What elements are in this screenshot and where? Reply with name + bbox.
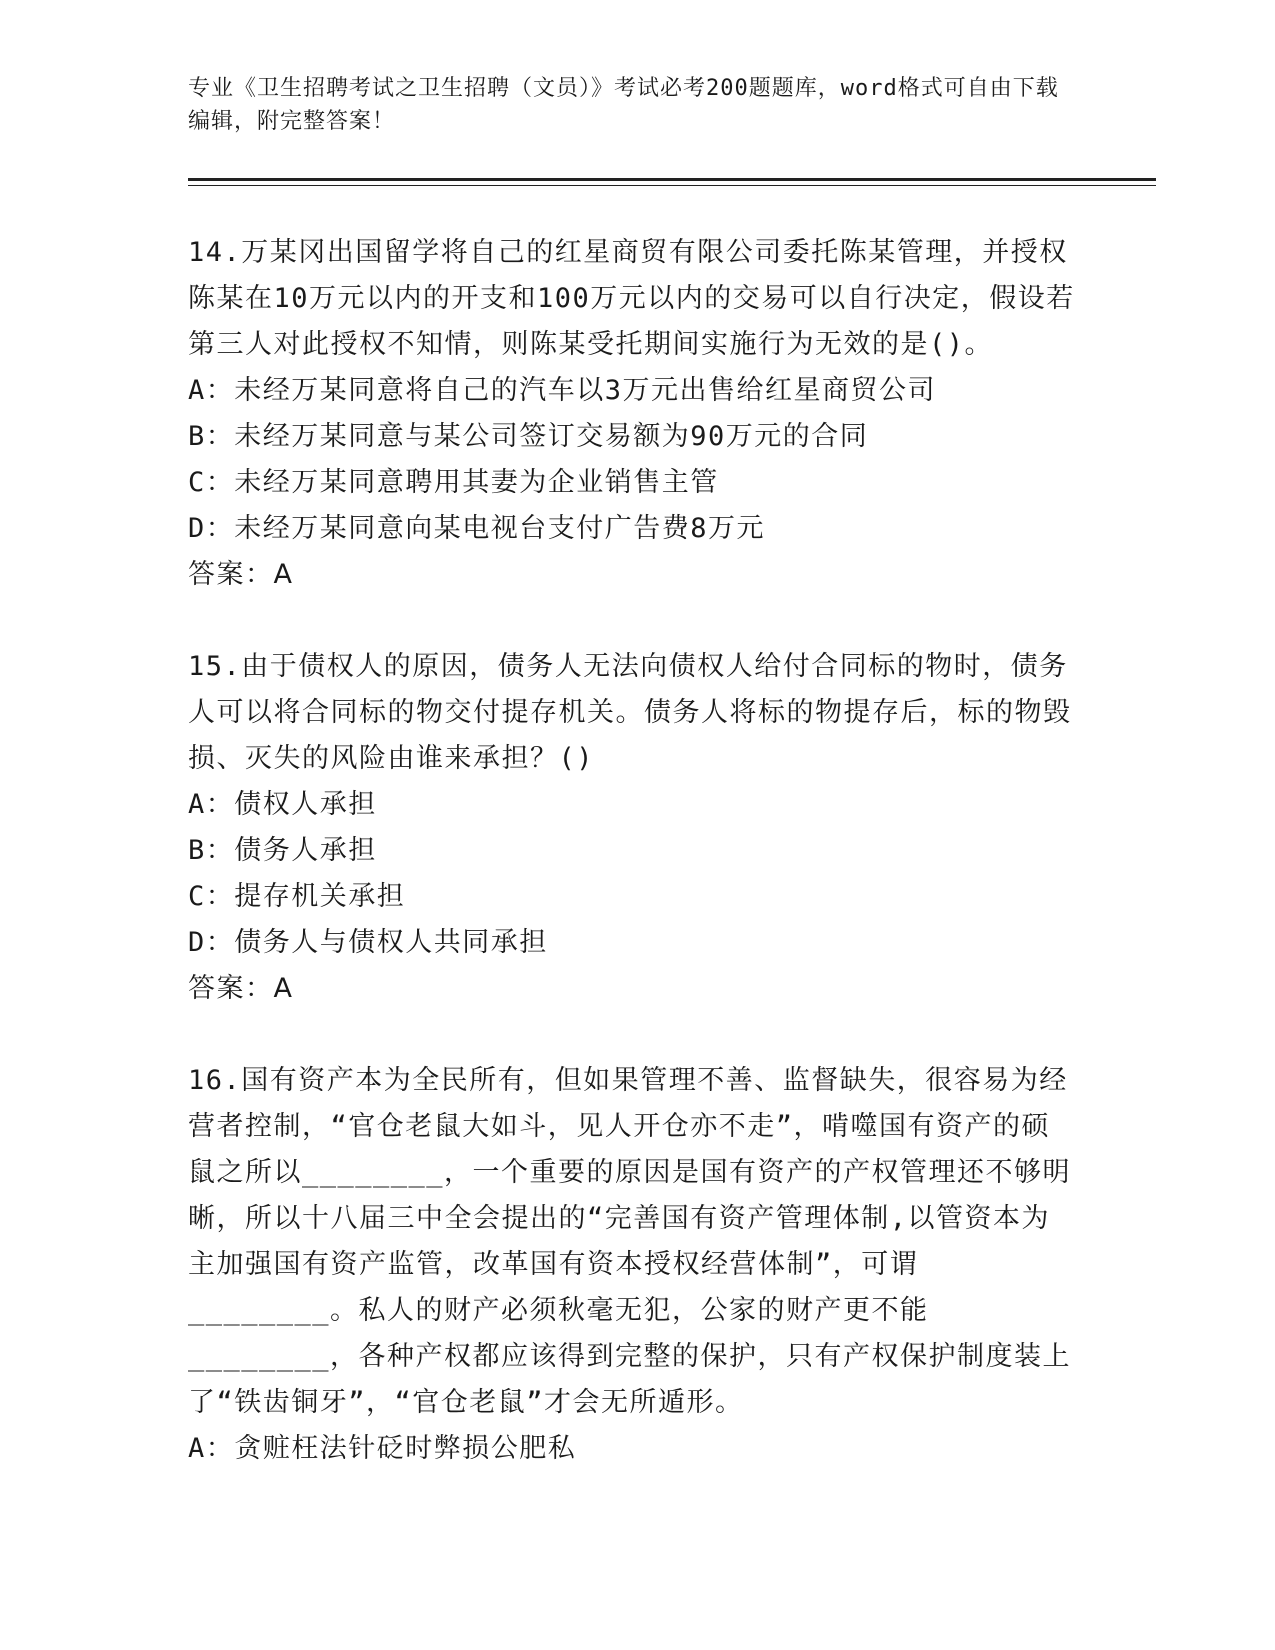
option-a: A：未经万某同意将自己的汽车以3万元出售给红星商贸公司: [188, 375, 937, 406]
document-header: 专业《卫生招聘考试之卫生招聘（文员）》考试必考200题题库，word格式可自由下载编辑，附完整答案！: [188, 76, 1059, 134]
header-rule-thin: [188, 185, 1156, 186]
option-c: C：未经万某同意聘用其妻为企业销售主管: [188, 467, 719, 498]
question-15: [188, 644, 1078, 1012]
question-stem: 16.国有资产本为全民所有，但如果管理不善、监督缺失，很容易为经营者控制，“官仓老鼠大如斗，见人开仓亦不走”，啃噬国有资产的硕鼠之所以________，一个重要的原因是国有资产的产权管理还不够明晰，所以十八届三中全会提出的“完善国有资产管理体制,以管资本为主加强国有资产监管，改革国有资本授权经营体制”，可谓________。私人的财产必须秋毫无犯，公家的财产更不能________，各种产权都应该得到完整的保护，只有产权保护制度装上了“铁齿铜牙”，“官仓老鼠”才会无所遁形。: [188, 1065, 1072, 1418]
question-stem: 14.万某冈出国留学将自己的红星商贸有限公司委托陈某管理，并授权陈某在10万元以内的开支和100万元以内的交易可以自行决定，假设若第三人对此授权不知情，则陈某受托期间实施行为无效的是()。: [188, 237, 1075, 360]
option-a: A：贪赃枉法针砭时弊损公肥私: [188, 1433, 577, 1464]
answer-line: 答案：A: [188, 559, 294, 590]
option-d: D：债务人与债权人共同承担: [188, 927, 548, 958]
question-16: [188, 1058, 1078, 1472]
option-d: D：未经万某同意向某电视台支付广告费8万元: [188, 513, 766, 544]
option-b: B：债务人承担: [188, 835, 377, 866]
header-rule-thick: [188, 178, 1156, 181]
question-14: [188, 230, 1078, 598]
question-list: [188, 230, 1078, 1518]
answer-line: 答案：A: [188, 973, 294, 1004]
option-a: A：债权人承担: [188, 789, 377, 820]
question-stem: 15.由于债权人的原因，债务人无法向债权人给付合同标的物时，债务人可以将合同标的物交付提存机关。债务人将标的物提存后，标的物毁损、灭失的风险由谁来承担？(): [188, 651, 1072, 774]
option-c: C：提存机关承担: [188, 881, 406, 912]
option-b: B：未经万某同意与某公司签订交易额为90万元的合同: [188, 421, 869, 452]
